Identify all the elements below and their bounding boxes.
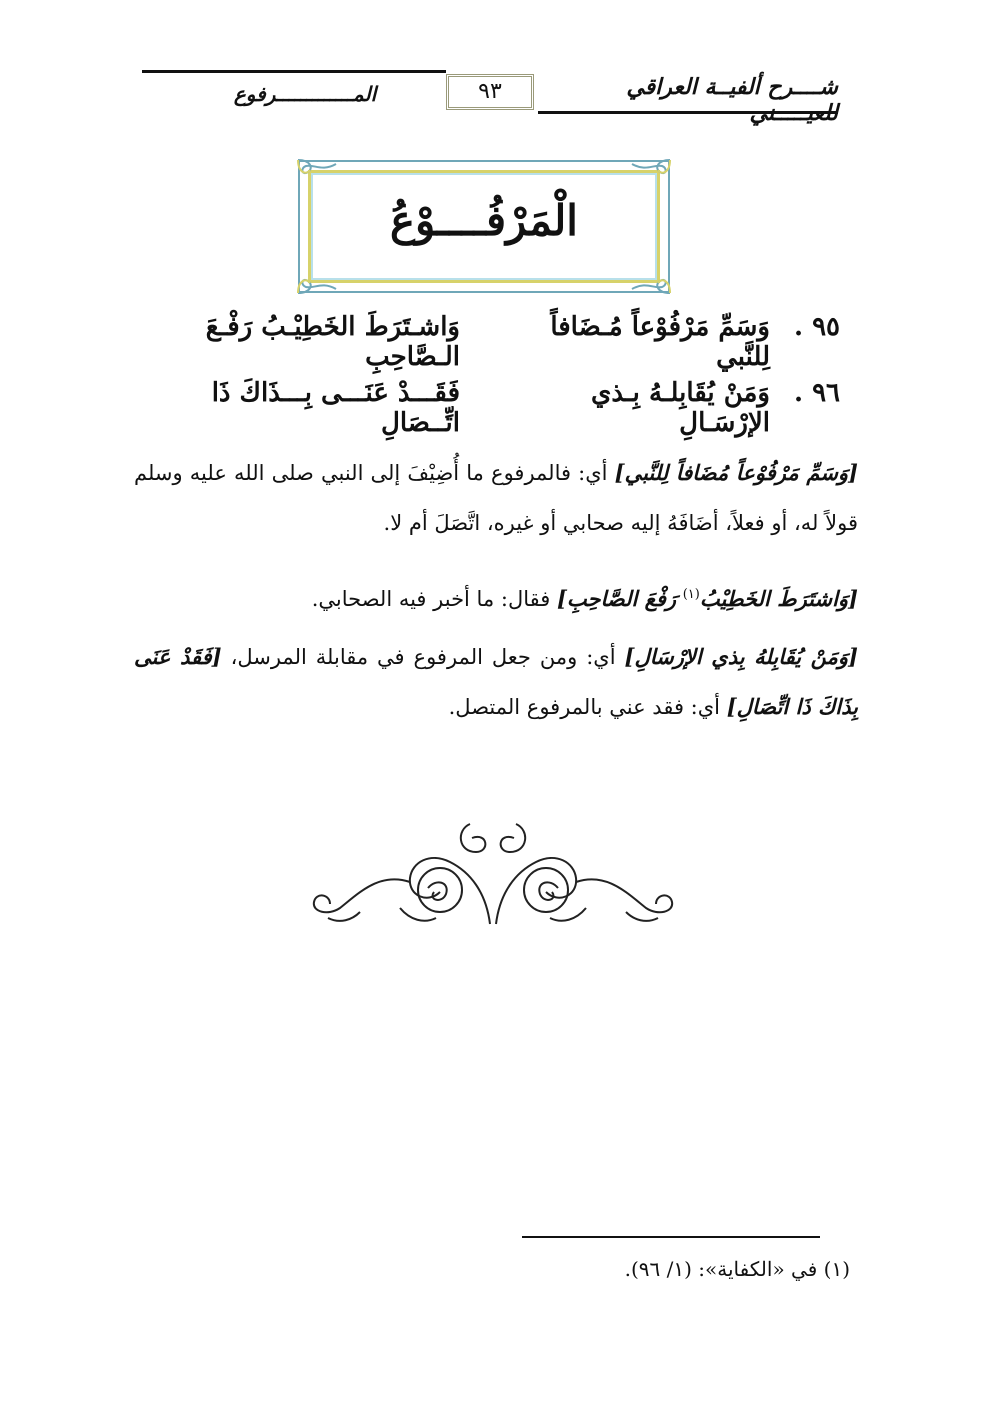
footnote-rule xyxy=(522,1236,820,1238)
chapter-title-frame xyxy=(298,160,670,293)
corner-ornament-icon xyxy=(296,261,340,295)
verse-first-hemistich: وَسَمِّ مَرْفُوْعاً مُـضَافاً لِلنَّبي xyxy=(550,312,770,372)
commentary-text: فقال: ما أخبر فيه الصحابي. xyxy=(311,587,551,611)
verse-second-hemistich: وَاشـتَرَطَ الخَطِيْـبُ رَفْـعَ الـصَّاحِبِ xyxy=(205,312,460,372)
verse-second-hemistich: فَقَـــدْ عَنَـــى بِـــذَاكَ ذَا اتِّــصَالِ xyxy=(211,378,460,438)
verse-number: ٩٥ . xyxy=(793,312,840,342)
quoted-verse: [فَقَدْ عَنَى بِذَاكَ ذَا اتِّصَالِ] xyxy=(134,644,858,719)
commentary-text: أي: فالمرفوع ما أُضِيْفَ إلى النبي صلى الله عليه وسلم قولاً له، أو فعلاً، أضَافَهُ إليه صحابي أو غيره، اتَّصَلَ أم لا. xyxy=(134,461,858,535)
corner-ornament-icon xyxy=(628,158,672,192)
commentary-text: أي: ومن جعل المرفوع في مقابلة المرسل، xyxy=(230,645,616,669)
verse-line xyxy=(130,378,840,438)
verse-first-hemistich: وَمَنْ يُقَابِلـهُ بِـذي الإرْسَـالِ xyxy=(591,378,770,438)
quoted-verse: [وَمَنْ يُقَابِلهُ بِذي الإرْسَالِ] xyxy=(624,644,858,669)
corner-ornament-icon xyxy=(296,158,340,192)
verse-line xyxy=(130,312,840,372)
decorative-ornament-icon xyxy=(300,812,686,930)
footnote-text: (١) في «الكفاية»: (١/ ٩٦). xyxy=(624,1257,850,1281)
quoted-verse: [وَاشتَرَطَ الخَطِيْبُ xyxy=(699,586,858,611)
quoted-verse: رَفْعَ الصَّاحِبِ] xyxy=(556,586,677,611)
section-title: المـــــــــــــرفوع xyxy=(233,82,377,106)
chapter-title: الْمَرْفُــــوْعُ xyxy=(390,196,578,245)
verse-number: ٩٦ . xyxy=(793,378,840,408)
corner-ornament-icon xyxy=(628,261,672,295)
book-title: شــــرح ألفيــة العراقي للعيـــــني xyxy=(626,74,838,126)
header-rule-left xyxy=(142,70,446,73)
quoted-verse: [وَسَمِّ مَرْفُوْعاً مُضَافاً لِلنَّبي] xyxy=(614,460,858,485)
commentary-text: أي: فقد عني بالمرفوع المتصل. xyxy=(448,695,720,719)
footnote-marker[interactable]: (١) xyxy=(682,587,700,602)
page-number: ٩٣ xyxy=(446,74,534,110)
commentary-paragraph xyxy=(134,570,858,624)
commentary-paragraph xyxy=(134,632,858,732)
commentary-paragraph xyxy=(134,448,858,548)
